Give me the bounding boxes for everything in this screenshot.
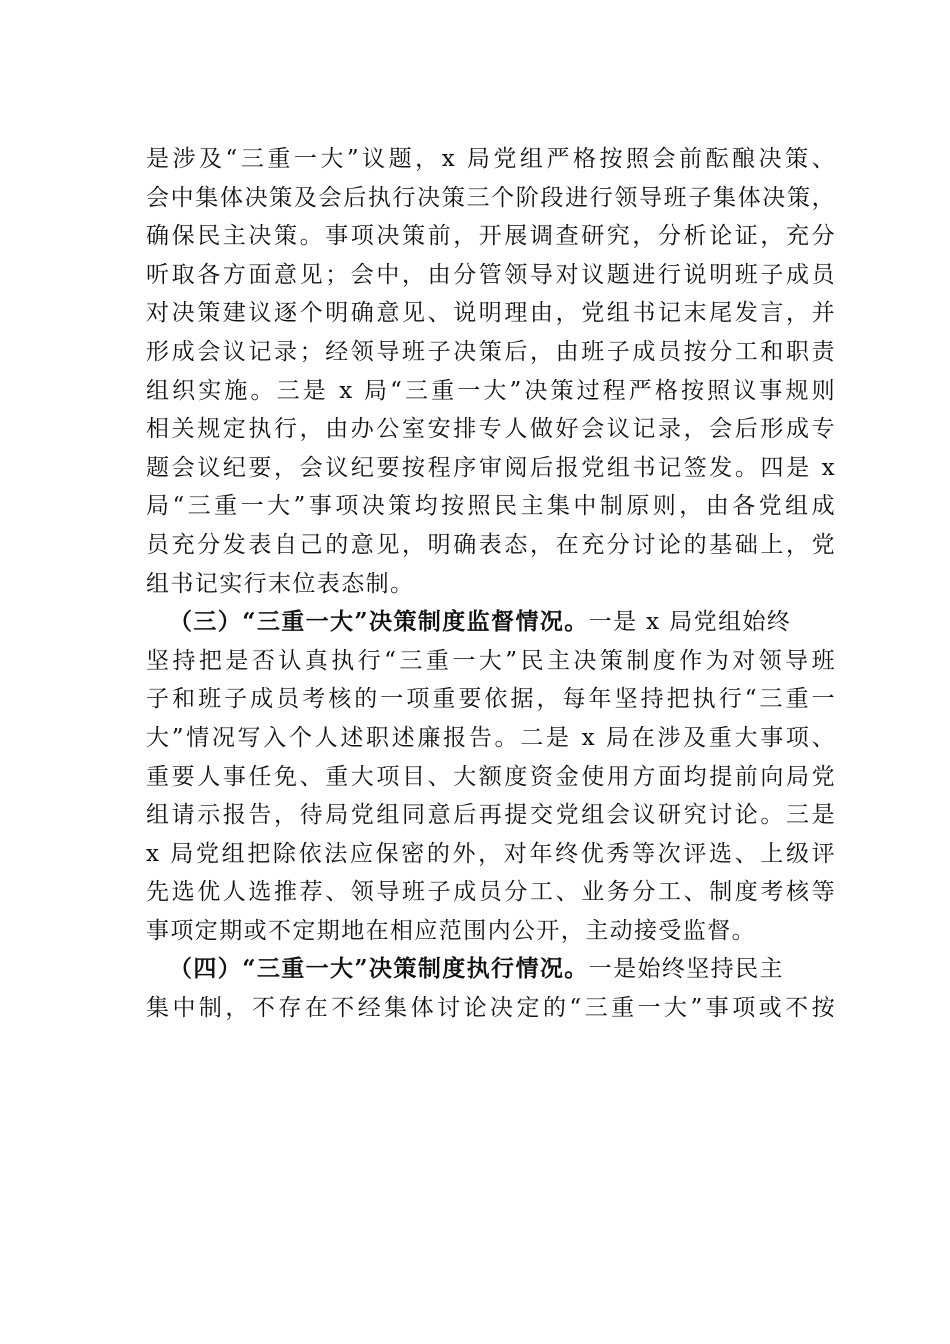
- text-line: 确保民主决策。事项决策前，开展调查研究，分析论证，充分: [146, 223, 836, 250]
- section-heading-execution: （四）“三重一大”决策制度执行情况。: [169, 955, 589, 983]
- text-line: 员充分发表自己的意见，明确表态，在充分讨论的基础上，党: [146, 531, 836, 558]
- text-line: 子和班子成员考核的一项重要依据，每年坚持把执行“三重一: [146, 686, 836, 713]
- text-line: 听取各方面意见；会中，由分管领导对议题进行说明班子成员: [146, 261, 836, 288]
- text-line: 事项定期或不定期地在相应范围内公开，主动接受监督。: [146, 917, 756, 944]
- paragraph-first-line: [146, 603, 836, 642]
- text-line: 对决策建议逐个明确意见、说明理由，党组书记末尾发言，并: [146, 300, 836, 327]
- text-line: 相关规定执行，由办公室安排专人做好会议记录，会后形成专: [146, 416, 836, 443]
- section-heading-supervision: （三）“三重一大”决策制度监督情况。: [169, 608, 589, 636]
- text-line: 局“三重一大”事项决策均按照民主集中制原则，由各党组成: [146, 493, 836, 520]
- text-line: 形成会议记录；经领导班子决策后，由班子成员按分工和职责: [146, 338, 836, 365]
- text-line: 先选优人选推荐、领导班子成员分工、业务分工、制度考核等: [146, 879, 836, 906]
- paragraph-1: [146, 140, 836, 603]
- text-line: 坚持把是否认真执行“三重一大”民主决策制度作为对领导班: [146, 647, 836, 674]
- text-line: 会中集体决策及会后执行决策三个阶段进行领导班子集体决策，: [146, 184, 836, 211]
- text-line: 组请示报告，待局党组同意后再提交党组会议研究讨论。三是: [146, 802, 836, 829]
- text-line: 重要人事任免、重大项目、大额度资金使用方面均提前向局党: [146, 763, 836, 790]
- text-line: x 局党组把除依法应保密的外，对年终优秀等次评选、上级评: [146, 840, 836, 867]
- text-line: 组书记实行末位表态制。: [146, 570, 415, 597]
- text-line: 组织实施。三是 x 局“三重一大”决策过程严格按照议事规则: [146, 377, 836, 404]
- text-line: 是涉及“三重一大”议题，x 局党组严格按照会前酝酿决策、: [146, 146, 836, 172]
- text-line: 大”情况写入个人述职述廉报告。二是 x 局在涉及重大事项、: [146, 724, 836, 751]
- text-line: 题会议纪要，会议纪要按程序审阅后报党组书记签发。四是 x: [146, 454, 836, 481]
- paragraph-first-line: [146, 950, 836, 989]
- text-run: 一是始终坚持民主: [588, 956, 784, 983]
- paragraph-3: [146, 950, 836, 1027]
- text-line: 集中制，不存在不经集体讨论决定的“三重一大”事项或不按: [146, 995, 836, 1022]
- text-run: 一是 x 局党组始终: [588, 609, 792, 636]
- document-body: [146, 140, 836, 1028]
- paragraph-2: [146, 603, 836, 950]
